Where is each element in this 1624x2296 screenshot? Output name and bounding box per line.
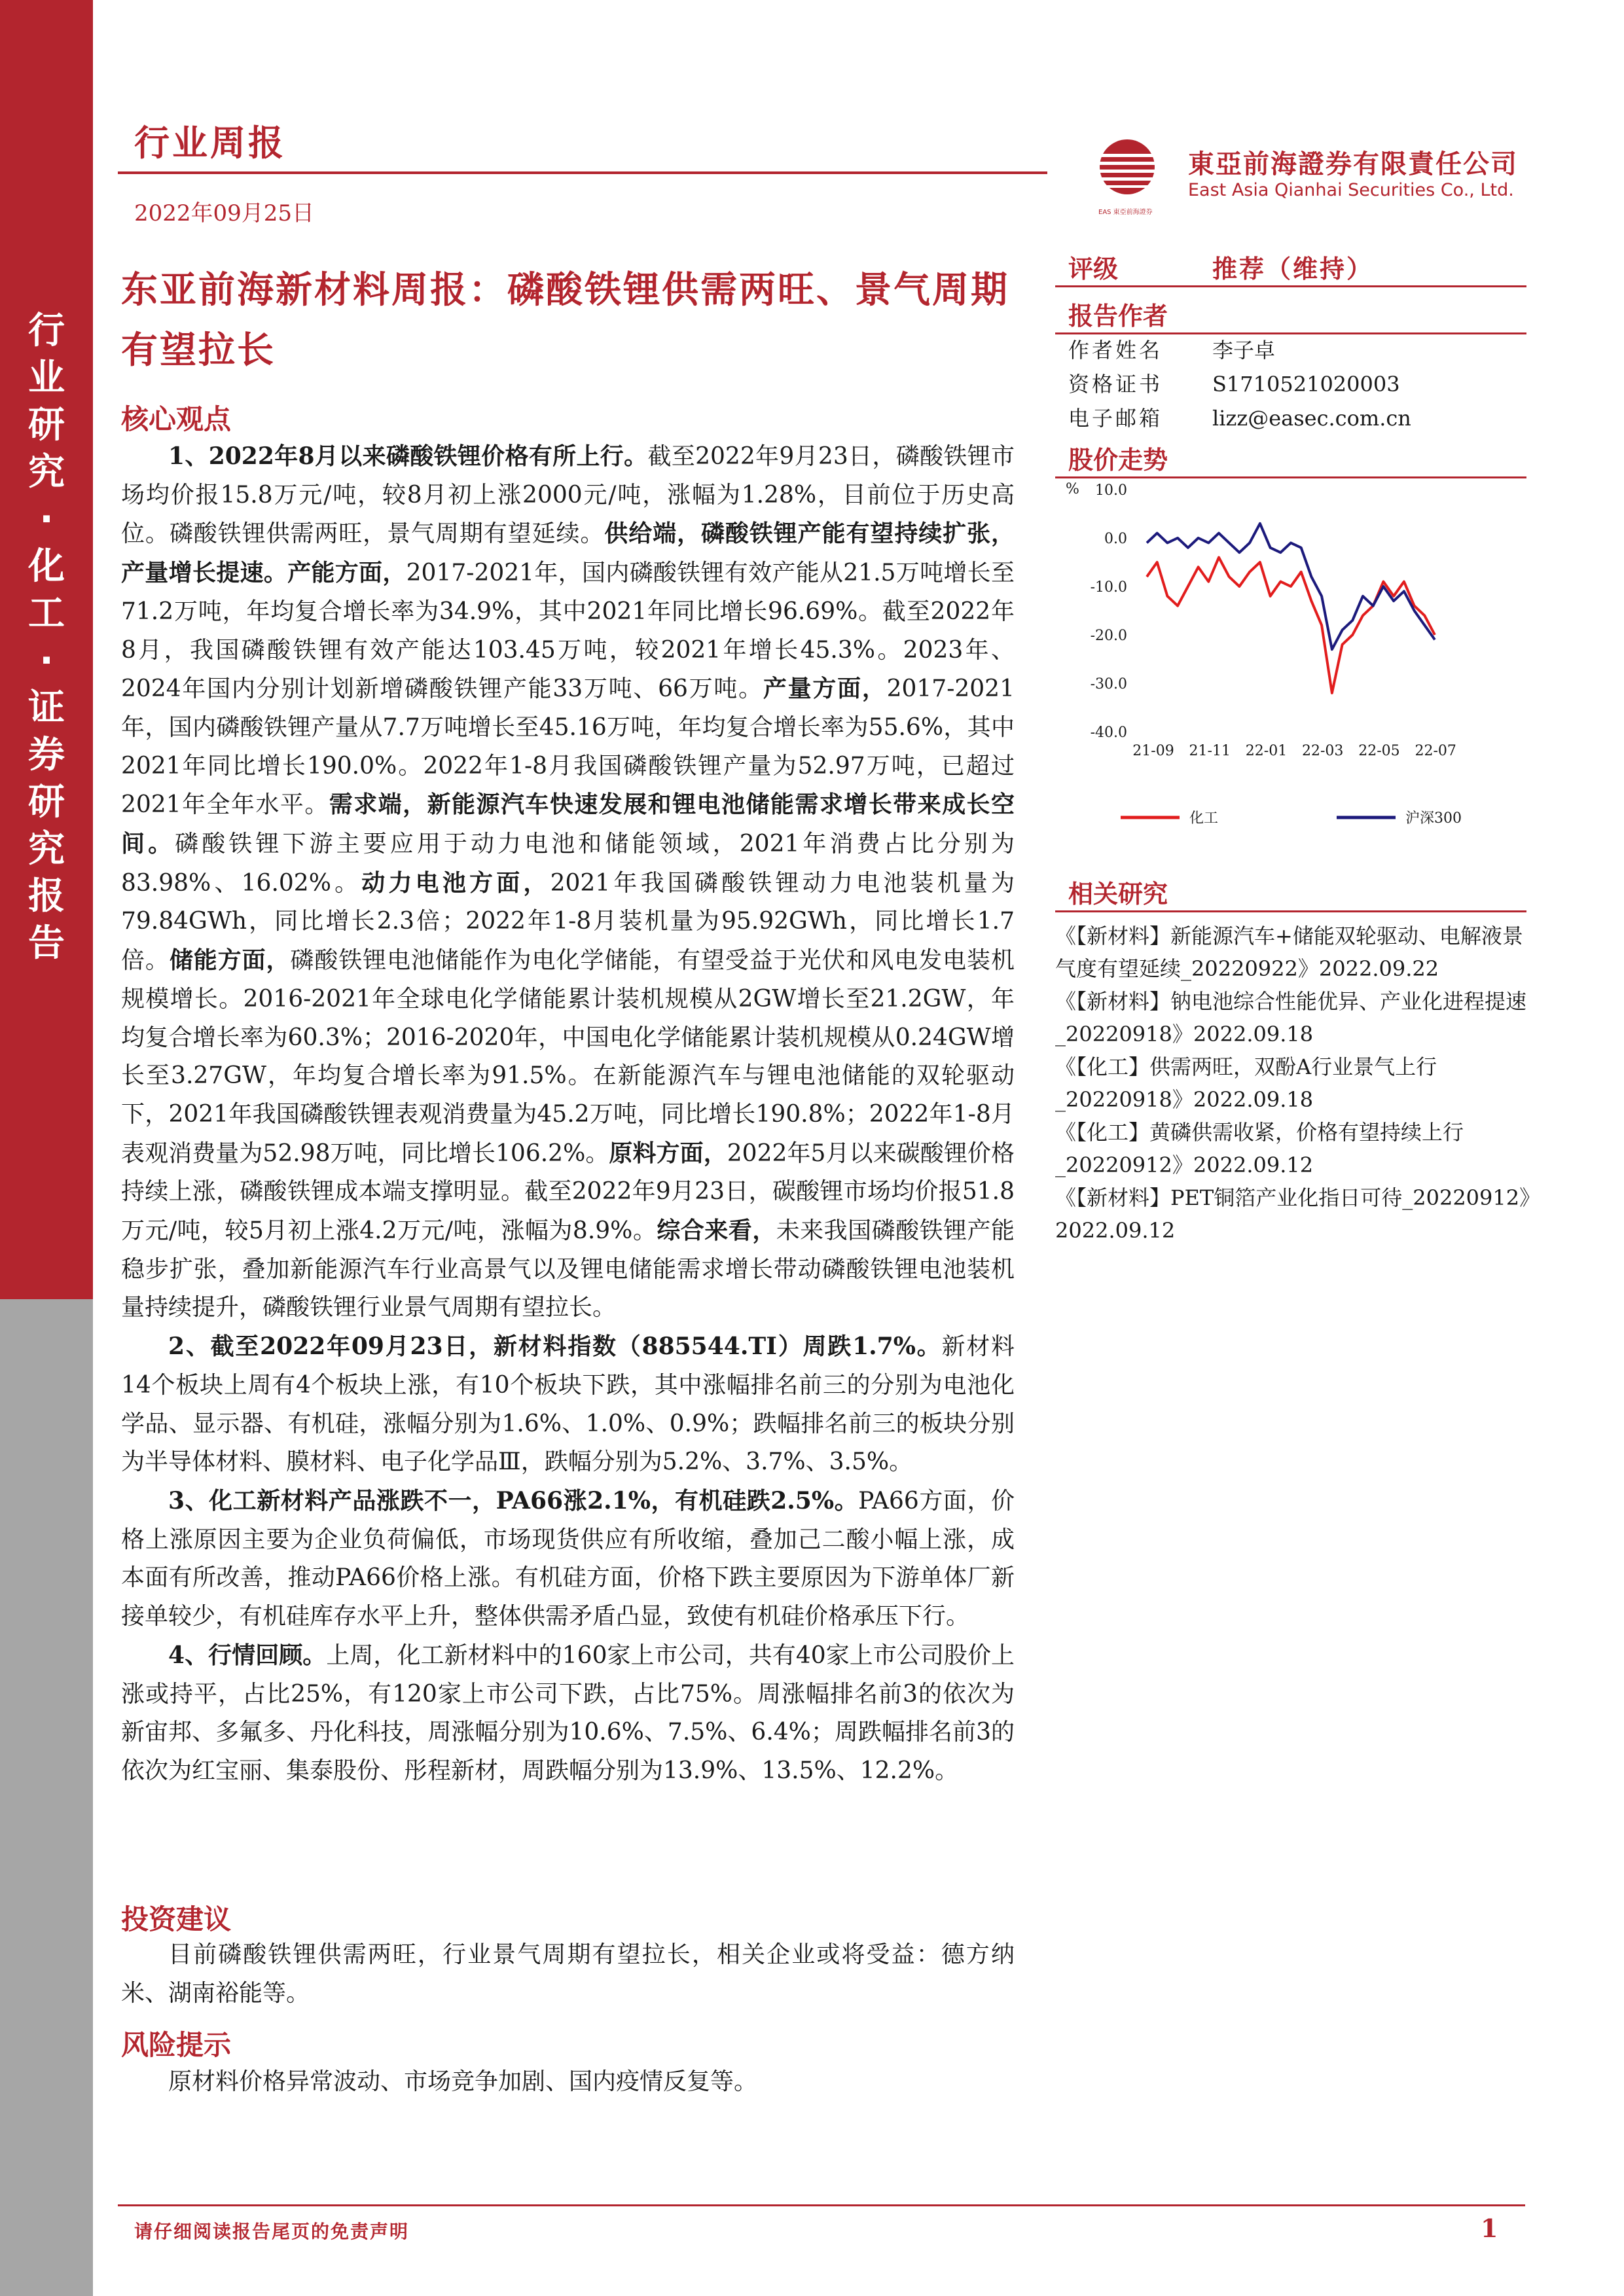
emphasis-text: 供给端，磷酸铁锂产能有望持续扩张，产量增长提速。产能方面， [121,520,1015,587]
sidebar-grey-band [0,1299,93,2296]
related-heading-row [1055,867,1526,912]
body-text: 2022年5月以来碳酸锂价格持续上涨，磷酸铁锂成本端支撑明显。截至2022年9月23日，碳酸锂市场均价报51.8万元/吨，较5月初上涨4.2万元/吨，涨幅为8.9%。 [121,1139,1015,1245]
footer-divider [118,2204,1525,2206]
body-text: 2017-2021年，国内磷酸铁锂产量从7.7万吨增长至45.16万吨，年均复合增长率为55.6%，其中2021年同比增长190.0%。2022年1-8月我国磷酸铁锂产量为52.97万吨，已超过2021年全年水平。 [121,675,1015,819]
x-tick-label: 21-11 [1189,743,1231,759]
sidebar-glyph: 研 [28,781,65,823]
emphasis-text: 4、行情回顾。 [168,1641,327,1669]
body-text: 2017-2021年，国内磷酸铁锂有效产能从21.5万吨增长至71.2万吨，年均复合增长率为34.9%，其中2021年同比增长96.69%。截至2022年8月，我国磷酸铁锂有效产能达103.45万吨，较2021年增长45.3%。2023年、2024年国内分别计划新增磷酸铁锂产能33万吨、66万吨。 [121,560,1015,703]
sidebar-glyph: 业 [28,357,65,399]
core-view-paragraph [121,437,1015,1327]
emphasis-text: 产量方面， [763,675,887,703]
related-item[interactable]: 《【新材料】PET铜箔产业化指日可待_20220912》2022.09.12 [1055,1185,1530,1243]
y-tick-label: 10.0 [1095,482,1127,499]
risk-heading: 风险提示 [121,2029,232,2061]
rating-row [1055,242,1526,287]
author-cert-value: S1710521020003 [1212,372,1400,397]
report-type: 行业周报 [134,122,286,164]
sidebar-glyph: 券 [28,734,65,776]
risk-body [121,2063,1015,2102]
core-view-heading: 核心观点 [121,403,232,435]
body-text: 磷酸铁锂电池储能作为电化学储能，有望受益于光伏和风电发电装机规模增长。2016-2021年全球电化学储能累计装机规模从2GW增长至21.2GW，年均复合增长率为60.3%；2016-2020年，中国电化学储能累计装机规模从0.24GW增长至3.27GW，年均复合增长率为91.5%。在新能源汽车与锂电池储能的双轮驱动下，2021年我国磷酸铁锂表观消费量为45.2万吨，同比增长190.8%；2022年1-8月表观消费量为52.98万吨，同比增长106.2%。 [121,947,1015,1167]
y-tick-label: -40.0 [1090,725,1127,741]
sidebar-glyph: 报 [28,875,65,918]
sidebar-vertical-label [0,308,93,967]
related-list [1055,920,1533,1247]
sidebar-glyph: · [39,498,54,541]
author-name-value: 李子卓 [1212,338,1276,363]
emphasis-text: 动力电池方面， [361,869,550,897]
body-text: 磷酸铁锂下游主要应用于动力电池和储能领域，2021年消费占比分别为83.98%、16.02%。 [121,831,1015,897]
legend-label: 沪深300 [1405,810,1462,827]
related-item[interactable]: 《【新材料】新能源汽车+储能双轮驱动、电解液景气度有望延续_20220922》2022.09.22 [1055,924,1523,981]
sidebar-glyph: 研 [28,404,65,446]
emphasis-text: 需求端，新能源汽车快速发展和锂电池储能需求增长带来成长空间。 [121,791,1015,858]
company-logo [1087,134,1623,216]
investment-body [121,1936,1015,2013]
sidebar-glyph: 工 [28,592,65,635]
y-tick-label: -10.0 [1090,579,1127,596]
author-heading-row [1055,289,1526,334]
company-name-en: East Asia Qianhai Securities Co., Ltd. [1188,180,1514,200]
related-item[interactable]: 《【化工】供需两旺，双酚A行业景气上行_20220918》2022.09.18 [1055,1054,1437,1112]
y-tick-label: -30.0 [1090,676,1127,692]
y-axis-unit: % [1066,481,1079,497]
sidebar-glyph: 证 [28,687,65,729]
body-text: 2021年我国磷酸铁锂动力电池装机量为79.84GWh，同比增长2.3倍；2022年1-8月装机量为95.92GWh，同比增长1.7倍。 [121,869,1015,975]
sidebar-glyph: 究 [28,828,65,870]
core-view-body [121,437,1015,1791]
emphasis-text: 储能方面， [169,946,291,975]
header-divider [118,171,1047,174]
report-date: 2022年09月25日 [134,200,315,226]
rating-value: 推荐（维持） [1212,254,1374,283]
x-tick-label: 22-07 [1415,743,1456,759]
legend-label: 化工 [1189,810,1219,827]
risk-text: 原材料价格异常波动、市场竞争加剧、国内疫情反复等。 [168,2068,758,2095]
stock-trend-heading: 股价走势 [1068,445,1168,475]
body-text: 新材料14个板块上周有4个板块上涨，有10个板块下跌，其中涨幅排名前三的分别为电池化学品、显示器、有机硅，涨幅分别为1.6%、1.0%、0.9%；跌幅排名前三的板块分别为半导体材料、膜材料、电子化学品Ⅲ，跌幅分别为5.2%、3.7%、3.5%。 [121,1333,1015,1476]
company-name-cn: 東亞前海證券有限責任公司 [1188,149,1518,179]
emphasis-text: 原料方面， [609,1139,727,1167]
investment-heading: 投资建议 [121,1903,232,1935]
core-view-paragraph [121,1482,1015,1636]
related-item[interactable]: 《【化工】黄磷供需收紧，价格有望持续上行_20220912》2022.09.12 [1055,1120,1464,1177]
body-text: 上周，化工新材料中的160家上市公司，共有40家上市公司股价上涨或持平，占比25%，有120家上市公司下跌，占比75%。周涨幅排名前3的依次为新宙邦、多氟多、丹化科技，周涨幅分别为10.6%、7.5%、6.4%；周跌幅排名前3的依次为红宝丽、集泰股份、彤程新材，周跌幅分别为13.9%、13.5%、12.2%。 [121,1641,1015,1784]
page-number: 1 [1481,2214,1498,2243]
emphasis-text: 3、化工新材料产品涨跌不一，PA66涨2.1%，有机硅跌2.5%。 [168,1486,859,1515]
y-tick-label: -20.0 [1090,628,1127,644]
author-name-row [1068,334,1275,364]
emphasis-text: 综合来看， [657,1217,776,1245]
sidebar-glyph: · [39,639,54,682]
sidebar-glyph: 告 [28,922,65,965]
sidebar-glyph: 化 [28,545,65,588]
author-heading: 报告作者 [1068,301,1168,331]
sidebar [0,0,93,2296]
core-view-paragraph [121,1636,1015,1791]
footer-disclaimer: 请仔细阅读报告尾页的免责声明 [134,2221,410,2242]
body-text: PA66方面，价格上涨原因主要为企业负荷偏低，市场现货供应有所收缩，叠加己二酸小幅上涨，成本面有所改善，推动PA66价格上涨。有机硅方面，价格下跌主要原因为下游单体厂新接单较少，有机硅库存水平上升，整体供需矛盾凸显，致使有机硅价格承压下行。 [121,1487,1015,1630]
report-title: 东亚前海新材料周报：磷酸铁锂供需两旺、景气周期有望拉长 [121,269,1009,372]
y-tick-label: 0.0 [1104,531,1127,547]
author-cert-label: 资格证书 [1068,372,1163,397]
body-text: 未来我国磷酸铁锂产能稳步扩张，叠加新能源汽车行业高景气以及锂电储能需求增长带动磷酸铁锂电池装机量持续提升，磷酸铁锂行业景气周期有望拉长。 [121,1217,1015,1321]
author-email-value[interactable]: lizz@easec.com.cn [1212,406,1411,431]
author-name-label: 作者姓名 [1068,338,1163,363]
x-tick-label: 21-09 [1132,743,1174,759]
author-email-label: 电子邮箱 [1068,406,1163,431]
related-item[interactable]: 《【新材料】钠电池综合性能优异、产业化进程提速_20220918》2022.09.18 [1055,989,1527,1047]
stock-trend-chart [1055,471,1526,844]
x-tick-label: 22-01 [1245,743,1288,759]
emphasis-text: 2、截至2022年09月23日，新材料指数（885544.TI）周跌1.7%。 [168,1333,942,1361]
investment-text: 目前磷酸铁锂供需两旺，行业景气周期有望拉长，相关企业或将受益：德方纳米、湖南裕能等。 [121,1941,1015,2007]
x-tick-label: 22-03 [1302,743,1344,759]
rating-label: 评级 [1068,254,1119,283]
emphasis-text: 1、2022年8月以来磷酸铁锂价格有所上行。 [168,442,648,470]
related-heading: 相关研究 [1068,879,1168,908]
logo-mark-icon [1087,134,1178,206]
logo-small-text: EAS 東亞前海證券 [1098,209,1153,216]
body-text: 截至2022年9月23日，磷酸铁锂市场均价报15.8万元/吨，较8月初上涨2000元/吨，涨幅为1.28%，目前位于历史高位。磷酸铁锂供需两旺，景气周期有望延续。 [121,443,1015,548]
sidebar-glyph: 行 [28,310,65,352]
x-tick-label: 22-05 [1358,743,1400,759]
sidebar-glyph: 究 [28,451,65,493]
author-cert-row [1068,368,1400,398]
author-email-row [1068,402,1411,432]
core-view-paragraph [121,1327,1015,1482]
series-line-化工 [1147,558,1435,693]
